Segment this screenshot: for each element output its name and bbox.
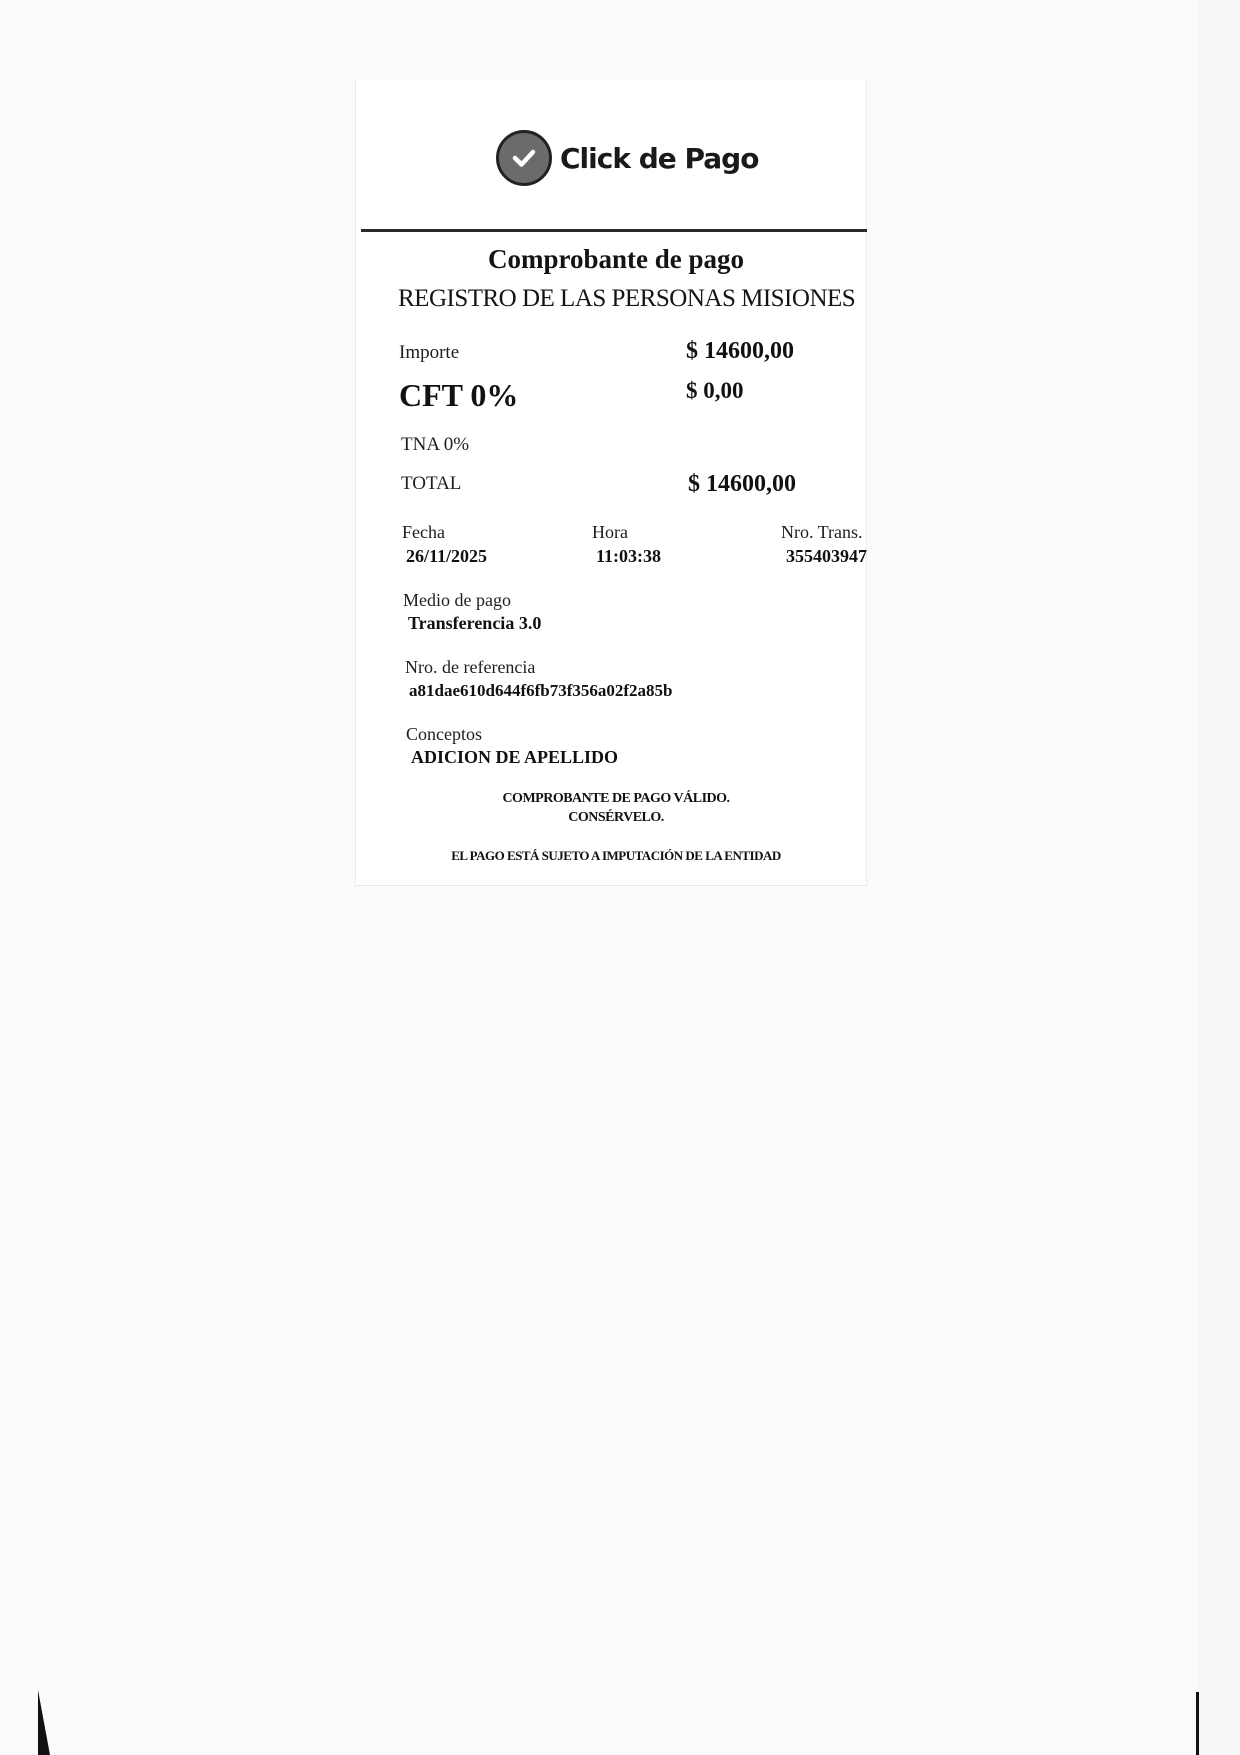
hora-value: 11:03:38 [596, 546, 661, 566]
hora-label: Hora [592, 522, 628, 542]
scan-mark [1196, 1692, 1199, 1755]
fecha-value: 26/11/2025 [406, 546, 488, 566]
importe-value: $ 14600,00 [686, 338, 794, 364]
header-divider [361, 229, 867, 232]
referencia-label: Nro. de referencia [405, 657, 536, 677]
medio-label: Medio de pago [403, 590, 511, 610]
page-edge [1198, 0, 1240, 1755]
receipt-title: Comprobante de pago [487, 244, 745, 274]
cft-value: $ 0,00 [686, 378, 744, 403]
medio-value: Transferencia 3.0 [408, 613, 542, 633]
conceptos-value: ADICION DE APELLIDO [411, 747, 619, 767]
keep-receipt-notice: CONSÉRVELO. [568, 810, 664, 825]
conceptos-label: Conceptos [406, 724, 482, 744]
entity-name: REGISTRO DE LAS PERSONAS MISIONES [398, 285, 856, 312]
scan-mark [38, 1690, 50, 1755]
cft-label: CFT 0% [399, 377, 519, 413]
fecha-label: Fecha [402, 522, 445, 542]
payment-receipt [355, 80, 867, 886]
trans-label: Nro. Trans. [781, 522, 863, 542]
total-label: TOTAL [401, 473, 462, 494]
valid-receipt-notice: COMPROBANTE DE PAGO VÁLIDO. [502, 791, 730, 806]
importe-label: Importe [399, 342, 460, 363]
check-circle-icon [496, 130, 552, 186]
brand-logo [496, 128, 758, 188]
brand-name: Click de Pago [560, 141, 759, 175]
trans-value: 355403947 [786, 546, 867, 566]
referencia-value: a81dae610d644f6fb73f356a02f2a85b [409, 681, 673, 700]
total-value: $ 14600,00 [688, 471, 796, 497]
tna-label: TNA 0% [401, 434, 470, 455]
imputation-notice: EL PAGO ESTÁ SUJETO A IMPUTACIÓN DE LA ENTIDAD [451, 848, 781, 863]
